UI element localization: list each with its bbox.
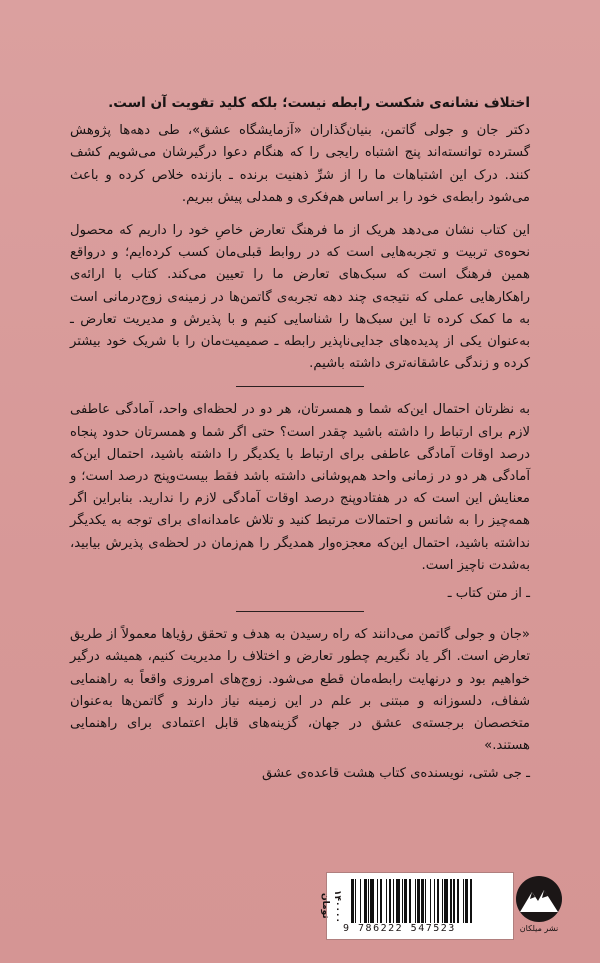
barcode-bars [351, 879, 507, 923]
barcode [320, 872, 514, 940]
excerpt-paragraph: به نظرتان احتمال این‌که شما و همسرتان، هر دو در لحظه‌ای واحد، آمادگی عاطفی لازم برای ارتباط را داشته باشید چقدر است؟ حتی اگر شما و همسرتان حدود پنجاه درصد اوقات آمادگی عاطفی برای ارتباط با یکدیگر را داشته باشید، احتمال این‌که آمادگی هر دو در زمانی واحد هم‌پوشانی داشته باشد فقط بیست‌وپنج درصد است؛ و معنایش این است که در هفتادوپنج درصد اوقات آمادگی لازم را ندارید. بنابراین اگر همه‌چیز را به شانس و احتمالات مرتبط کنید و تلاش عامدانه‌ای برای توجه به یکدیگر نداشته باشید، احتمال این‌که معجزه‌وار همدیگر را هم‌زمان در لحظه‌ی پذیرش بیابید، به‌شدت ناچیز است. [70, 402, 530, 573]
divider [236, 386, 364, 387]
publisher-logo [512, 874, 566, 936]
endorsement-source: ـ جی شتی، نویسنده‌ی کتاب هشت قاعده‌ی عشق [261, 766, 530, 782]
publisher-name: نشر میلکان [519, 924, 559, 933]
endorsement-quote: «جان و جولی گاتمن می‌دانند که راه رسیدن به هدف و تحقق رؤیاها معمولاً از طریق تعارض است. اگر یاد نگیریم چطور تعارض و اختلاف را مدیریت کنیم، همیشه درگیر خواهیم بود و درنهایت رابطه‌مان قطع می‌شود. زوج‌های امروزی واقعاً به راهنمایی شفاف، دلسوزانه و مبتنی بر علم در این زمینه نیاز دارند و گاتمن‌ها به‌عنوان متخصصان برجسته‌ی عشق در جهان، گزینه‌های قابل اعتمادی برای راهنمایی هستند.» [70, 627, 530, 754]
price-label: ۱۴۰۰۰۰ تومان [320, 889, 342, 923]
intro-paragraph: دکتر جان و جولی گاتمن، بنیان‌گذاران «آزمایشگاه عشق»، طی دهه‌ها پژوهش گسترده توانسته‌اند پنج اشتباه رایجی را که هنگام دعوا درگیرشان می‌شویم کشف کنند. درک این اشتباهات ما را از شرِّ ذهنیت برنده ـ بازنده خلاص کرده و باعث می‌شود رابطه‌ی خود را بر اساس هم‌فکری و همدلی پیش ببریم. [70, 123, 530, 205]
excerpt-source: ـ از متن کتاب ـ [447, 586, 530, 602]
isbn-digits: 9 786222 547523 [343, 923, 456, 934]
barcode-stripe [472, 879, 473, 923]
divider [236, 611, 364, 612]
description-paragraph: این کتاب نشان می‌دهد هریک از ما فرهنگ تعارض خاصِ خود را داریم که محصول نحوه‌ی تربیت و تجربه‌هایی است که در روابط قبلی‌مان کسب کرده‌ایم؛ و درواقع همین فرهنگ است که سبک‌های تعارض ما را تعیین می‌کند. کتاب با ارائه‌ی راهکارهایی عملی که نتیجه‌ی چند دهه تجربه‌ی گاتمن‌ها در زمینه‌ی زوج‌درمانی است به ما کمک کرده تا این سبک‌ها را شناسایی کنیم و با پذیرش و مدیریت تعارض ـ به‌عنوان یکی از پدیده‌های جدایی‌ناپذیر رابطه ـ صمیمیت‌مان را با شریک خود بیشتر کرده و زندگی عاشقانه‌تری داشته باشیم. [70, 223, 530, 372]
mountain-logo-icon [512, 874, 566, 924]
back-cover-text [70, 92, 530, 788]
headline: اختلاف نشانه‌ی شکست رابطه نیست؛ بلکه کلید تقویت آن است. [108, 95, 530, 111]
